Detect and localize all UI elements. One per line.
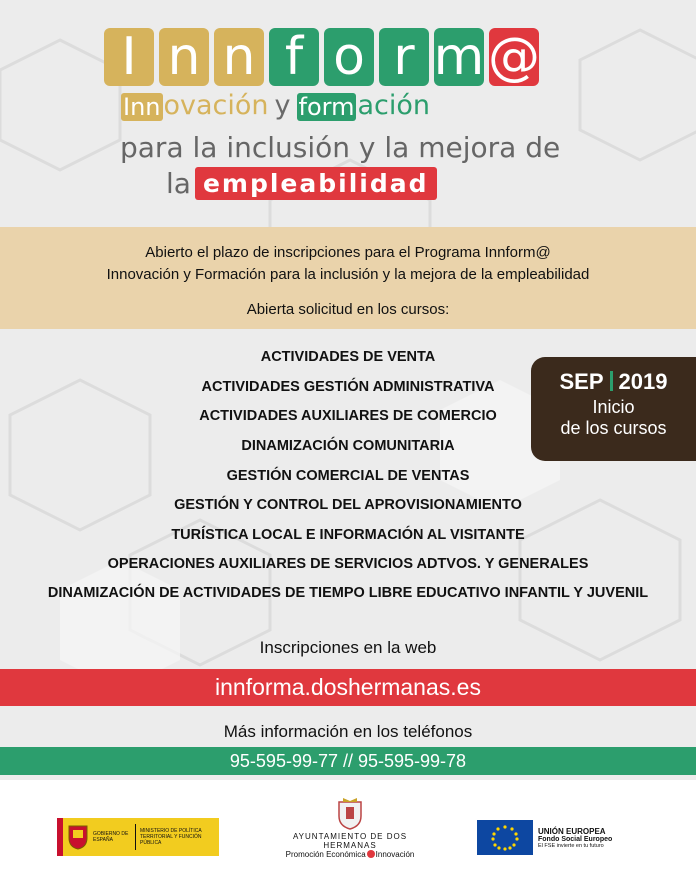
course-item: TURÍSTICA LOCAL E INFORMACIÓN AL VISITANTE: [171, 527, 525, 543]
ministerio-text: MINISTERIO DE POLÍTICA TERRITORIAL Y FUNCIÓN PÚBLICA: [140, 828, 202, 846]
logo-letter: n: [159, 28, 209, 86]
intro-line-2: Innovación y Formación para la inclusión y la mejora de la empleabilidad: [106, 266, 590, 283]
eu-flag-icon: [477, 820, 533, 855]
eu-fund: Fondo Social Europeo: [538, 835, 613, 843]
badge-year: 2019: [618, 369, 668, 394]
union-europea-logo: [477, 820, 633, 855]
coat-of-arms-icon: [67, 824, 89, 850]
badge-divider: [610, 371, 613, 391]
logo-subtitle-line2: para la inclusión y la mejora de: [120, 131, 561, 164]
badge-month: SEP: [559, 369, 604, 394]
intro-line-3: Abierta solicitud en los cursos:: [246, 301, 450, 318]
red-dot-icon: [367, 850, 375, 858]
logo-empleabilidad-box: empleabilidad: [195, 167, 437, 200]
course-item: OPERACIONES AUXILIARES DE SERVICIOS ADTVOS. Y GENERALES: [107, 556, 589, 572]
logo-acion-text: ación: [357, 90, 431, 121]
phones-label: Más información en los teléfonos: [223, 722, 473, 741]
web-label: Inscripciones en la web: [259, 638, 437, 657]
logo-subtitle-line3: [166, 167, 437, 200]
logo-letter: I: [104, 28, 154, 86]
course-item: GESTIÓN COMERCIAL DE VENTAS: [226, 468, 470, 484]
intro-band: [0, 227, 696, 329]
gobierno-text: GOBIERNO DE ESPAÑA: [93, 831, 129, 843]
course-item: DINAMIZACIÓN COMUNITARIA: [241, 438, 455, 454]
crest-icon: [335, 796, 365, 830]
innovacion-text: Innovación: [375, 850, 415, 859]
logo-la-text: la: [166, 167, 191, 200]
ayuntamiento-logo: [270, 796, 430, 866]
logo-subtitle-line1: [121, 90, 430, 121]
eu-title: UNIÓN EUROPEA: [538, 826, 606, 836]
badge-line-1: Inicio: [592, 397, 635, 417]
web-url-link[interactable]: innforma.doshermanas.es: [0, 669, 696, 706]
innforma-logo: [0, 0, 696, 225]
logo-letter: r: [379, 28, 429, 86]
logo-y-text: y: [274, 90, 291, 121]
start-date-badge: [531, 357, 696, 461]
logo-form-box: form: [298, 93, 355, 121]
logo-letter: m: [433, 27, 485, 87]
eu-slogan: El FSE invierte en tu futuro: [538, 842, 604, 849]
gobierno-espana-logo: [57, 818, 219, 856]
ayuntamiento-name: AYUNTAMIENTO DE DOS HERMANAS: [292, 832, 408, 850]
badge-line-2: de los cursos: [560, 418, 667, 438]
course-item: DINAMIZACIÓN DE ACTIVIDADES DE TIEMPO LIBRE EDUCATIVO INFANTIL Y JUVENIL: [47, 585, 649, 601]
badge-date: [531, 369, 696, 395]
phone-numbers[interactable]: 95-595-99-77 // 95-595-99-78: [0, 747, 696, 775]
logo-ovacion-text: ovación: [163, 90, 269, 121]
logo-inn-box: Inn: [123, 93, 161, 121]
logo-letter: f: [269, 28, 319, 86]
logo-letter: o: [324, 28, 374, 86]
ayuntamiento-department: [270, 850, 430, 859]
logo-wordmark: [104, 28, 539, 86]
course-item: ACTIVIDADES GESTIÓN ADMINISTRATIVA: [201, 379, 495, 395]
eu-text: [538, 827, 612, 849]
intro-line-1: Abierto el plazo de inscripciones para el Programa Innform@: [145, 244, 551, 261]
course-item: ACTIVIDADES DE VENTA: [260, 349, 436, 365]
course-item: GESTIÓN Y CONTROL DEL APROVISIONAMIENTO: [174, 497, 522, 513]
logo-letter: n: [214, 28, 264, 86]
course-item: ACTIVIDADES AUXILIARES DE COMERCIO: [199, 408, 497, 424]
promocion-text: Promoción Económica: [285, 850, 366, 859]
logo-letter: @: [488, 27, 540, 87]
spain-flag-stripe: [57, 818, 63, 856]
logo-divider: [135, 824, 136, 850]
